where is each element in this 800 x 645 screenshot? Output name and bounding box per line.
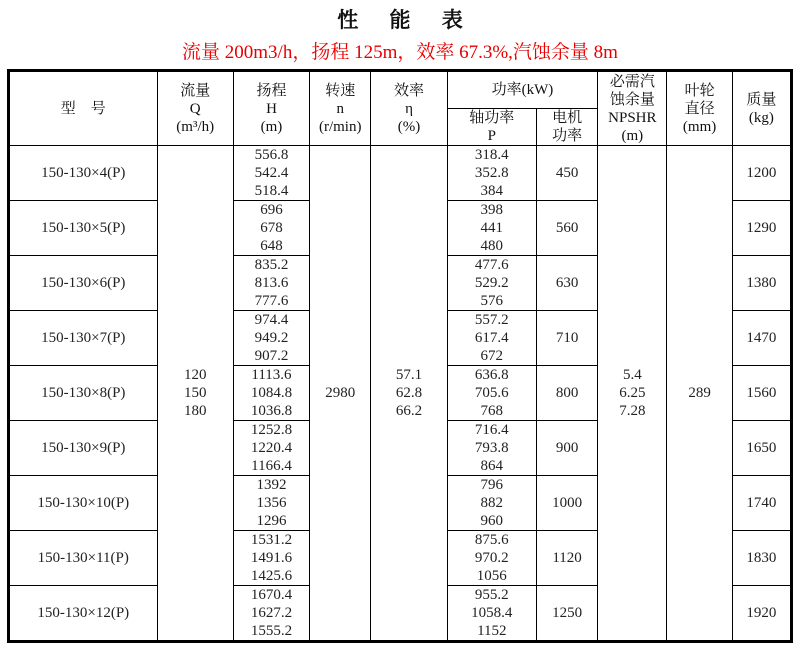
shaft-power-value: 955.2 xyxy=(474,587,509,603)
head-value: 777.6 xyxy=(254,293,289,309)
efficiency-merged-cell xyxy=(371,146,447,642)
shaft-power-value: 864 xyxy=(480,458,504,474)
header-row-top xyxy=(9,71,792,109)
shaft-power-value: 529.2 xyxy=(474,275,509,291)
head-value: 648 xyxy=(260,238,283,254)
col-header-npshr-line1: 必需汽 xyxy=(609,73,655,90)
shaft-power-value: 768 xyxy=(480,403,504,419)
head-value: 1392 xyxy=(256,477,287,493)
head-value: 556.8 xyxy=(254,147,289,163)
shaft-power-value: 384 xyxy=(480,183,504,199)
shaft-power-value: 716.4 xyxy=(474,422,509,438)
model-cell: 150-130×8(P) xyxy=(9,366,158,421)
motor-power-cell: 900 xyxy=(536,421,597,476)
head-value: 835.2 xyxy=(254,257,289,273)
impeller-merged-cell: 289 xyxy=(667,146,732,642)
col-header-flow xyxy=(157,71,233,146)
efficiency-value: 57.1 xyxy=(395,367,423,383)
col-header-flow-line2: Q xyxy=(189,100,201,117)
flow-value: 180 xyxy=(183,403,207,419)
mass-cell: 1380 xyxy=(732,256,791,311)
col-header-model: 型 号 xyxy=(9,71,158,146)
shaft-power-value: 617.4 xyxy=(474,330,509,346)
head-value: 974.4 xyxy=(254,312,289,328)
efficiency-value: 62.8 xyxy=(395,385,423,401)
col-header-power-group: 功率(kW) xyxy=(447,71,598,109)
model-cell: 150-130×9(P) xyxy=(9,421,158,476)
model-cell: 150-130×4(P) xyxy=(9,146,158,201)
head-value: 907.2 xyxy=(254,348,289,364)
col-header-efficiency-line1: 效率 xyxy=(393,82,424,99)
shaft-power-value: 970.2 xyxy=(474,550,509,566)
col-header-head-line2: H xyxy=(266,100,277,117)
col-header-npshr xyxy=(598,71,667,146)
mass-cell: 1740 xyxy=(732,476,791,531)
motor-power-cell: 630 xyxy=(536,256,597,311)
col-header-flow-line1: 流量 xyxy=(180,82,211,99)
head-value: 1491.6 xyxy=(250,550,293,566)
col-header-impeller xyxy=(667,71,732,146)
shaft-power-value: 796 xyxy=(480,477,504,493)
head-value: 678 xyxy=(260,220,283,236)
head-value: 949.2 xyxy=(254,330,289,346)
head-value: 1220.4 xyxy=(250,440,293,456)
col-header-head-line1: 扬程 xyxy=(256,82,287,99)
page-title: 性 能 表 xyxy=(337,8,476,32)
col-header-shaft-line2: P xyxy=(487,128,496,144)
col-header-speed xyxy=(310,71,371,146)
npshr-value: 6.25 xyxy=(619,385,646,401)
head-cell xyxy=(233,421,309,476)
head-value: 1670.4 xyxy=(250,587,293,603)
shaft-power-value: 793.8 xyxy=(474,440,509,456)
motor-power-cell: 800 xyxy=(536,366,597,421)
col-header-speed-line1: 转速 xyxy=(325,82,356,99)
efficiency-value: 66.2 xyxy=(395,403,423,419)
col-header-speed-line3: (r/min) xyxy=(318,118,362,135)
shaft-power-value: 441 xyxy=(480,220,504,236)
shaft-power-value: 1056 xyxy=(476,568,507,584)
model-cell: 150-130×6(P) xyxy=(9,256,158,311)
mass-cell: 1290 xyxy=(732,201,791,256)
head-cell xyxy=(233,256,309,311)
performance-table xyxy=(7,69,793,643)
head-value: 1531.2 xyxy=(250,532,293,548)
shaft-power-cell xyxy=(447,201,536,256)
mass-cell: 1650 xyxy=(732,421,791,476)
col-header-shaft-line1: 轴功率 xyxy=(469,110,515,126)
shaft-power-cell xyxy=(447,311,536,366)
shaft-power-value: 477.6 xyxy=(474,257,509,273)
head-value: 542.4 xyxy=(254,165,289,181)
shaft-power-cell xyxy=(447,366,536,421)
head-cell xyxy=(233,586,309,642)
shaft-power-value: 636.8 xyxy=(474,367,509,383)
head-value: 1084.8 xyxy=(250,385,293,401)
col-header-npshr-line2: 蚀余量 xyxy=(609,91,655,108)
head-value: 1425.6 xyxy=(250,568,293,584)
head-value: 518.4 xyxy=(254,183,289,199)
npshr-merged-cell xyxy=(598,146,667,642)
shaft-power-value: 1152 xyxy=(477,623,507,639)
col-header-motor-line2: 功率 xyxy=(552,128,583,144)
head-value: 1036.8 xyxy=(250,403,293,419)
col-header-motor-power xyxy=(536,109,597,146)
mass-cell: 1560 xyxy=(732,366,791,421)
motor-power-cell: 1120 xyxy=(536,531,597,586)
model-cell: 150-130×11(P) xyxy=(9,531,158,586)
shaft-power-value: 705.6 xyxy=(474,385,509,401)
shaft-power-cell xyxy=(447,586,536,642)
col-header-speed-line2: n xyxy=(336,100,344,117)
head-cell xyxy=(233,476,309,531)
shaft-power-value: 1058.4 xyxy=(471,605,513,621)
shaft-power-value: 352.8 xyxy=(474,165,509,181)
shaft-power-value: 960 xyxy=(480,513,504,529)
head-cell xyxy=(233,201,309,256)
mass-cell: 1470 xyxy=(732,311,791,366)
head-value: 813.6 xyxy=(254,275,289,291)
shaft-power-value: 557.2 xyxy=(474,312,509,328)
col-header-mass-line1: 质量 xyxy=(746,91,777,108)
head-value: 1296 xyxy=(256,513,287,529)
col-header-mass-line2: (kg) xyxy=(748,109,774,126)
mass-cell: 1200 xyxy=(732,146,791,201)
motor-power-cell: 1250 xyxy=(536,586,597,642)
col-header-shaft-power xyxy=(447,109,536,146)
head-cell xyxy=(233,311,309,366)
npshr-value: 5.4 xyxy=(622,367,642,383)
col-header-motor-line1: 电机 xyxy=(552,110,583,126)
head-cell xyxy=(233,531,309,586)
flow-value: 150 xyxy=(183,385,207,401)
model-cell: 150-130×10(P) xyxy=(9,476,158,531)
col-header-npshr-line4: (m) xyxy=(621,127,644,144)
table-row xyxy=(9,146,792,201)
head-value: 1252.8 xyxy=(250,422,293,438)
motor-power-cell: 710 xyxy=(536,311,597,366)
flow-value: 120 xyxy=(183,367,207,383)
head-value: 1166.4 xyxy=(251,458,292,474)
speed-merged-cell: 2980 xyxy=(310,146,371,642)
shaft-power-cell xyxy=(447,476,536,531)
col-header-impeller-line2: 直径 xyxy=(684,100,715,117)
col-header-efficiency-line2: η xyxy=(405,100,413,117)
col-header-flow-line3: (m³/h) xyxy=(176,118,215,135)
shaft-power-value: 398 xyxy=(480,202,504,218)
head-value: 1627.2 xyxy=(250,605,293,621)
mass-cell: 1830 xyxy=(732,531,791,586)
col-header-head-line3: (m) xyxy=(260,118,283,135)
col-header-mass xyxy=(732,71,791,146)
motor-power-cell: 560 xyxy=(536,201,597,256)
head-value: 1555.2 xyxy=(250,623,293,639)
shaft-power-value: 882 xyxy=(480,495,504,511)
head-cell xyxy=(233,146,309,201)
npshr-value: 7.28 xyxy=(619,403,646,419)
shaft-power-cell xyxy=(447,256,536,311)
motor-power-cell: 1000 xyxy=(536,476,597,531)
shaft-power-value: 875.6 xyxy=(474,532,509,548)
col-header-head xyxy=(233,71,309,146)
shaft-power-value: 672 xyxy=(480,348,504,364)
model-cell: 150-130×5(P) xyxy=(9,201,158,256)
mass-cell: 1920 xyxy=(732,586,791,642)
shaft-power-cell xyxy=(447,421,536,476)
head-value: 696 xyxy=(260,202,283,218)
col-header-impeller-line3: (mm) xyxy=(682,118,717,135)
page-subtitle: 流量 200m3/h，扬程 125m，效率 67.3%,汽蚀余量 8m xyxy=(182,42,618,63)
col-header-impeller-line1: 叶轮 xyxy=(684,82,715,99)
shaft-power-value: 318.4 xyxy=(474,147,509,163)
head-cell xyxy=(233,366,309,421)
flow-merged-cell xyxy=(157,146,233,642)
col-header-efficiency xyxy=(371,71,447,146)
head-value: 1356 xyxy=(256,495,287,511)
model-cell: 150-130×12(P) xyxy=(9,586,158,642)
col-header-efficiency-line3: (%) xyxy=(397,118,421,135)
shaft-power-value: 480 xyxy=(480,238,504,254)
shaft-power-cell xyxy=(447,531,536,586)
shaft-power-value: 576 xyxy=(480,293,504,309)
model-cell: 150-130×7(P) xyxy=(9,311,158,366)
motor-power-cell: 450 xyxy=(536,146,597,201)
shaft-power-cell xyxy=(447,146,536,201)
col-header-npshr-line3: NPSHR xyxy=(608,109,657,126)
head-value: 1113.6 xyxy=(251,367,292,383)
